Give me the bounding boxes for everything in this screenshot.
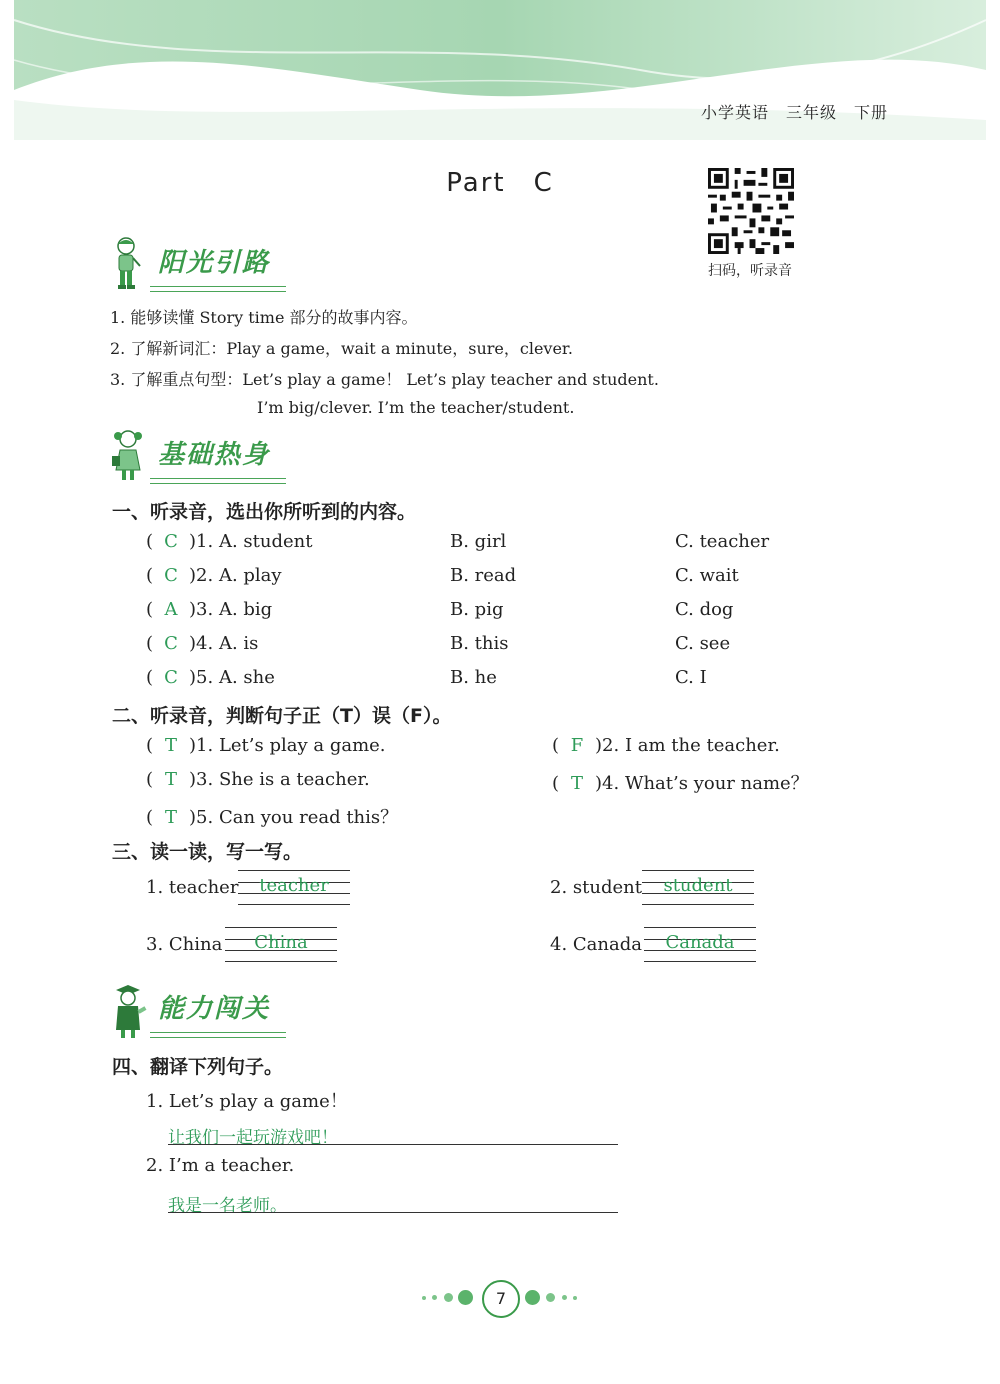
statement: )4. What’s your name？ xyxy=(595,773,809,794)
writing-line xyxy=(238,870,350,871)
option-b: B. pig xyxy=(450,599,504,620)
section-heading-sunshine xyxy=(110,236,290,294)
writing-line xyxy=(642,904,754,905)
option-c: C. I xyxy=(675,667,707,688)
option-a: )1. A. student xyxy=(189,531,313,552)
option-a: )5. A. she xyxy=(189,667,275,688)
section-heading-challenge xyxy=(110,982,290,1040)
qr-code-icon[interactable] xyxy=(708,168,794,254)
judge-row: ( T )4. What’s your name？ xyxy=(552,773,809,794)
answer-mark[interactable]: T xyxy=(165,807,178,828)
choice-row: ( C )1. A. student xyxy=(146,531,313,552)
judge-row: ( T )5. Can you read this？ xyxy=(146,807,399,828)
answer-mark[interactable]: C xyxy=(164,565,178,586)
writing-line xyxy=(644,961,756,962)
write-prompt: 1. teacher xyxy=(146,877,239,898)
statement: )1. Let’s play a game. xyxy=(189,735,386,756)
question-title: 一、听录音，选出你所听到的内容。 xyxy=(112,501,417,523)
answer-mark[interactable]: C xyxy=(164,531,178,552)
option-a: )3. A. big xyxy=(189,599,273,620)
question-title: 三、读一读，写一写。 xyxy=(112,841,303,863)
translate-answer[interactable]: 让我们一起玩游戏吧！ xyxy=(168,1128,338,1148)
writing-line xyxy=(642,870,754,871)
option-c: C. see xyxy=(675,633,731,654)
write-answer[interactable]: China xyxy=(254,932,308,953)
heading-underline xyxy=(150,478,286,484)
option-c: C. wait xyxy=(675,565,739,586)
judge-row: ( F )2. I am the teacher. xyxy=(552,735,780,756)
option-a: )4. A. is xyxy=(189,633,259,654)
answer-mark[interactable]: T xyxy=(165,735,178,756)
book-info: 小学英语 三年级 下册 xyxy=(700,103,888,122)
answer-mark[interactable]: T xyxy=(165,769,178,790)
option-b: B. this xyxy=(450,633,509,654)
answer-mark[interactable]: F xyxy=(570,735,584,756)
graduate-figure-icon xyxy=(110,982,150,1040)
statement: )3. She is a teacher. xyxy=(189,769,370,790)
judge-row: ( T )3. She is a teacher. xyxy=(146,769,370,790)
option-a: )2. A. play xyxy=(189,565,282,586)
goal-item: 1. 能够读懂 Story time 部分的故事内容。 xyxy=(110,308,418,327)
write-answer[interactable]: student xyxy=(663,875,733,896)
translate-prompt: 1. Let’s play a game！ xyxy=(146,1091,348,1112)
goal-item: I’m big/clever. I’m the teacher/student. xyxy=(257,398,575,417)
translate-prompt: 2. I’m a teacher. xyxy=(146,1155,295,1176)
answer-mark[interactable]: A xyxy=(164,599,178,620)
write-prompt: 4. Canada xyxy=(550,934,642,955)
answer-mark[interactable]: C xyxy=(164,633,178,654)
goal-item: 3. 了解重点句型：Let’s play a game！ Let’s play teacher and student. xyxy=(110,370,659,389)
write-answer[interactable]: teacher xyxy=(259,875,329,896)
section-heading-label: 能力闯关 xyxy=(158,994,271,1024)
section-heading-label: 基础热身 xyxy=(158,440,271,470)
section-heading-warmup xyxy=(110,428,290,486)
answer-mark[interactable]: T xyxy=(571,773,584,794)
option-b: B. read xyxy=(450,565,517,586)
choice-row: ( C )4. A. is xyxy=(146,633,259,654)
choice-row: ( C )5. A. she xyxy=(146,667,275,688)
writing-line xyxy=(225,961,337,962)
heading-underline xyxy=(150,1032,286,1038)
choice-row: ( A )3. A. big xyxy=(146,599,273,620)
girl-figure-icon xyxy=(110,428,150,486)
goal-item: 2. 了解新词汇：Play a game，wait a minute，sure，clever. xyxy=(110,339,573,358)
statement: )5. Can you read this？ xyxy=(189,807,399,828)
section-heading-label: 阳光引路 xyxy=(158,248,271,278)
write-prompt: 2. student xyxy=(550,877,642,898)
judge-row: ( T )1. Let’s play a game. xyxy=(146,735,386,756)
writing-line xyxy=(238,904,350,905)
page-title: Part C xyxy=(446,168,554,198)
write-answer[interactable]: Canada xyxy=(665,932,735,953)
statement: )2. I am the teacher. xyxy=(595,735,780,756)
option-b: B. he xyxy=(450,667,497,688)
option-b: B. girl xyxy=(450,531,507,552)
writing-line xyxy=(644,927,756,928)
boy-figure-icon xyxy=(110,236,150,294)
write-prompt: 3. China xyxy=(146,934,223,955)
qr-caption: 扫码，听录音 xyxy=(708,263,792,279)
translate-answer[interactable]: 我是一名老师。 xyxy=(168,1196,287,1216)
answer-line xyxy=(168,1212,618,1213)
page-number: 7 xyxy=(482,1280,520,1318)
option-c: C. dog xyxy=(675,599,734,620)
choice-row: ( C )2. A. play xyxy=(146,565,282,586)
question-title: 二、听录音，判断句子正（T）误（F）。 xyxy=(112,705,452,727)
answer-line xyxy=(168,1144,618,1145)
writing-line xyxy=(225,927,337,928)
answer-mark[interactable]: C xyxy=(164,667,178,688)
option-c: C. teacher xyxy=(675,531,770,552)
question-title: 四、翻译下列句子。 xyxy=(112,1056,284,1078)
heading-underline xyxy=(150,286,286,292)
